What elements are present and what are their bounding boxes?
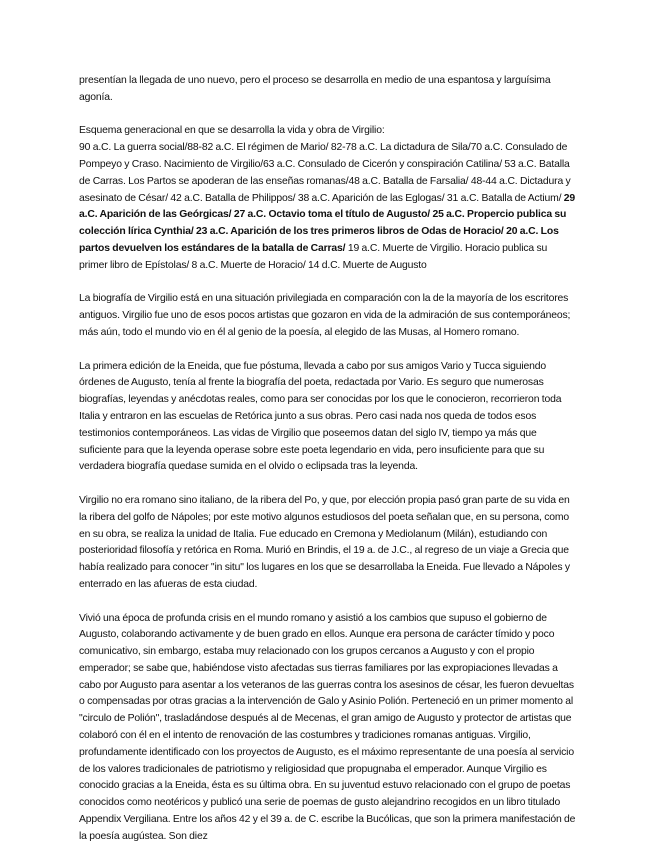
paragraph-first-edition-eneida: La primera edición de la Eneida, que fue póstuma, llevada a cabo por sus amigos Vario y Tucca siguiendo órdenes de Augusto, tenía al frente la biografía del poeta, redactada por Vario. Es seguro que numerosas biografías, leyendas y anécdotas reales, como para ser conocidas por los que le conocieron, recorrieron toda Italia y entraron en las escuelas de Retórica junto a sus obras. Pero casi nada nos queda de todos esos testimonios contemporáneos. Las vidas de Virgilio que poseemos datan del siglo IV, tiempo ya más que suficiente para que la leyenda operase sobre este poeta legendario en vida, pero insuficiente para que su verdadera biografía quedase sumida en el olvido o eclipsada tras la leyenda. xyxy=(79,360,562,473)
scheme-timeline-part-1: 90 a.C. La guerra social/88-82 a.C. El régimen de Mario/ 82-78 a.C. La dictadura de Sila/70 a.C. Consulado de Pompeyo y Craso. Nacimiento de Virgilio/63 a.C. Consulado de Cicerón y conspiración Catilina/ 53 a.C. Batalla de Carras. Los Partos se apoderan de las enseñas romanas/48 a.C. Batalla de Farsalia/ 48-44 a.C. Dictadura y asesinato de César/ 42 a.C. Batalla de Philippos/ 38 a.C. Aparición de las Eglogas/ 31 a.C. Batalla de Actium/ xyxy=(79,142,571,204)
paragraph-origins: Virgilio no era romano sino italiano, de la ribera del Po, y que, por elección propia pasó gran parte de su vida en la ribera del golfo de Nápoles; por este motivo algunos estudiosos del poeta señalan que, en su persona, como en su obra, se realiza la unidad de Italia. Fue educado en Cremona y Mediolanum (Milán), estudiando con posterioridad filosofía y retórica en Roma. Murió en Brindis, el 19 a. de J.C., al regreso de un viaje a Grecia que había realizado para conocer "in situ" los lugares en los que se desarrollaba la Eneida. Fue llevado a Nápoles y enterrado en las afueras de esta ciudad. xyxy=(79,494,570,590)
paragraph-biography-privileged: La biografía de Virgilio está en una situación privilegiada en comparación con la de la mayoría de los escritores antiguos. Virgilio fue uno de esos pocos artistas que gozaron en vida de la admiración de sus contemporáneos; más aún, todo el mundo vio en él al genio de la poesía, al elegido de las Musas, al Homero romano. xyxy=(79,293,571,338)
scheme-timeline-bold: 29 a.C. Aparición de las Geórgicas/ 27 a.C. Octavio toma el título de Augusto/ 25 a.C. Propercio publica su colección lírica Cynthia/ 23 a.C. Aparición de los tres primeros libros de Odas de Horacio/ 20 a.C. Los partos devuelven los estándares de la batalla de Carras/ xyxy=(79,192,576,254)
scheme-heading: Esquema generacional en que se desarrolla la vida y obra de Virgilio: xyxy=(79,125,385,137)
generational-scheme xyxy=(79,123,577,274)
document-body xyxy=(79,73,577,862)
scheme-timeline-part-2: 19 a.C. Muerte de Virgilio. Horacio publica su primer libro de Epístolas/ 8 a.C. Muerte de Horacio/ 14 d.C. Muerte de Augusto xyxy=(79,242,548,271)
paragraph-continuation: presentían la llegada de uno nuevo, pero el proceso se desarrolla en medio de una espantosa y larguísima agonía. xyxy=(79,75,551,103)
paragraph-era-and-works: Vivió una época de profunda crisis en el mundo romano y asistió a los cambios que supuso el gobierno de Augusto, colaborando activamente y de buen grado en ellos. Aunque era persona de carácter tímido y poco comunicativo, sin embargo, estaba muy relacionado con los grupos cercanos a Augusto y con el propio emperador; se sabe que, habiéndose visto afectadas sus tierras familiares por las expropiaciones llevadas a cabo por Augusto para asentar a los veteranos de las guerras contra los asesinos de césar, les fueron devueltas o compensadas por otras gracias a la intervención de Galo y Asinio Polión. Perteneció en un primer momento al "circulo de Polión", trasladándose después al de Mecenas, el gran amigo de Augusto y protector de artistas que colaboró con él en el intento de renovación de las costumbres y tradiciones romanas antiguas. Virgilio, profundamente identificado con los proyectos de Augusto, es el máximo representante de una poesía al servicio de los valores tradicionales de patriotismo y religiosidad que propugnaba el emperador. Aunque Virgilio es conocido gracias a la Eneida, ésta es su última obra. En su juventud estuvo relacionado con el grupo de poetas conocidos como neotéricos y publicó una serie de poemas de gusto alejandrino recogidos en un libro titulado Appendix Vergiliana. Entre los años 42 y el 39 a. de C. escribe la Bucólicas, que son la primera manifestación de la poesía augústea. Son diez xyxy=(79,612,576,842)
